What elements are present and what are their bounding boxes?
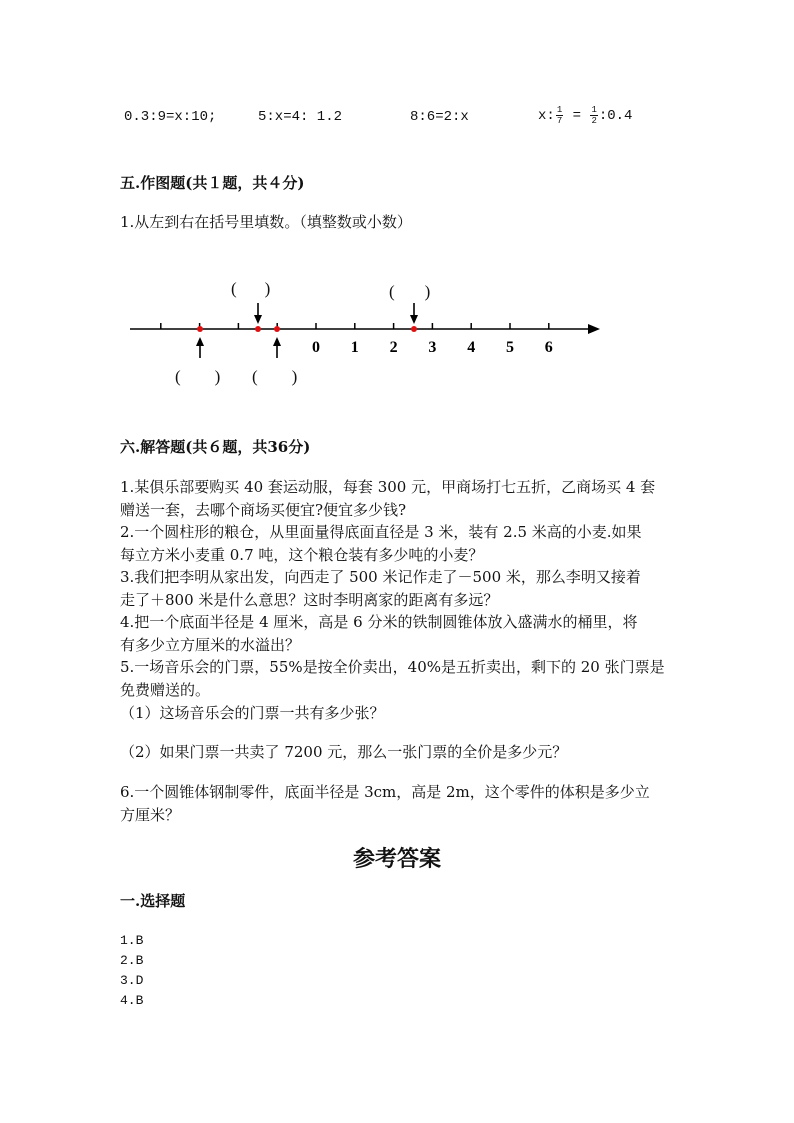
equation-2: 5:x=4: 1.2 — [258, 109, 343, 125]
paren-close: ) — [264, 279, 271, 298]
fraction-1-denominator: 7 — [556, 116, 563, 126]
question-line: 免费赠送的。 — [120, 680, 211, 699]
question-line: 有多少立方厘米的水溢出？ — [120, 635, 301, 654]
equation-3: 8:6=2:x — [410, 109, 469, 125]
number-line-arrowhead — [588, 324, 600, 334]
paren-open: ( — [231, 279, 237, 298]
number-line-label: 3 — [428, 339, 437, 356]
blank-paren-bottom-left[interactable] — [175, 367, 220, 387]
sub-question-1: （1）这场音乐会的门票一共有多少张？ — [120, 704, 385, 722]
section-6-questions — [120, 476, 665, 701]
section-5-question-1: 1.从左到右在括号里填数。（填整数或小数） — [120, 213, 412, 231]
arrow-up-a — [196, 337, 204, 358]
point-a-dot — [197, 326, 203, 332]
number-line-figure — [0, 0, 794, 420]
equation-1: 0.3:9=x:10; — [124, 109, 217, 125]
blank-paren-top-left[interactable] — [231, 279, 270, 299]
number-line-labels — [312, 339, 553, 356]
number-line-label: 1 — [350, 339, 359, 356]
answer-list — [120, 931, 143, 1011]
point-d-dot — [411, 326, 417, 332]
paren-close: ) — [214, 367, 221, 386]
answer-item: 3.D — [120, 973, 144, 988]
equation-4-equals: = — [564, 108, 590, 125]
question-6-line-1: 6.一个圆锥体钢制零件，底面半径是 3cm，高是 2m，这个零件的体积是多少立 — [120, 783, 650, 801]
paren-close: ) — [424, 282, 431, 301]
answer-item: 4.B — [120, 993, 144, 1008]
equation-4-prefix: x: — [538, 108, 555, 125]
question-6 — [120, 781, 650, 826]
fraction-1-numerator: 1 — [556, 105, 563, 115]
number-line-label: 6 — [544, 339, 553, 356]
arrow-down-d — [410, 303, 418, 324]
number-line-ticks — [161, 323, 549, 329]
question-line: 每立方米小麦重 0.7 吨，这个粮仓装有多少吨的小麦？ — [120, 545, 484, 564]
number-line-label: 4 — [467, 339, 476, 356]
question-line: 1.某俱乐部要购买 40 套运动服，每套 300 元，甲商场打七五折，乙商场买 4 套 — [120, 478, 656, 496]
arrow-down-b — [254, 303, 262, 324]
fraction-2-denominator: 2 — [591, 116, 597, 126]
point-b-dot — [255, 326, 261, 332]
answer-item: 1.B — [120, 933, 144, 948]
section-6-heading: 六.解答题(共６题，共36分) — [120, 438, 311, 456]
paren-open: ( — [175, 367, 181, 386]
question-line: 3.我们把李明从家出发，向西走了 500 米记作走了－500 米，那么李明又接着 — [120, 568, 641, 586]
section-5-heading: 五.作图题(共１题，共４分) — [120, 174, 305, 192]
question-6-line-2: 方厘米？ — [120, 805, 181, 824]
number-line-label: 0 — [312, 339, 320, 356]
question-line: 2.一个圆柱形的粮仓，从里面量得底面直径是 3 米，装有 2.5 米高的小麦.如果 — [120, 523, 642, 541]
sub-question-2: （2）如果门票一共卖了 7200 元，那么一张门票的全价是多少元？ — [120, 743, 568, 761]
fraction-2-numerator: 1 — [591, 105, 597, 115]
arrow-up-c — [273, 337, 281, 358]
question-line: 5.一场音乐会的门票，55%是按全价卖出，40%是五折卖出，剩下的 20 张门票是 — [120, 658, 665, 676]
blank-paren-bottom-right[interactable] — [252, 367, 297, 387]
point-c-dot — [274, 326, 280, 332]
answer-title: 参考答案 — [352, 846, 441, 872]
paren-open: ( — [252, 367, 258, 386]
paren-close: ) — [291, 367, 298, 386]
question-line: 赠送一套，去哪个商场买便宜?便宜多少钱? — [120, 500, 407, 519]
number-line-label: 5 — [506, 339, 514, 356]
answer-item: 2.B — [120, 953, 144, 968]
blank-paren-top-right[interactable] — [389, 282, 430, 302]
number-line-label: 2 — [389, 339, 398, 356]
equation-4-suffix: :0.4 — [598, 108, 633, 125]
paren-open: ( — [389, 282, 395, 301]
answers-heading: 一.选择题 — [120, 892, 186, 910]
question-line: 走了＋800 米是什么意思？这时李明离家的距离有多远？ — [120, 590, 499, 609]
question-line: 4.把一个底面半径是 4 厘米，高是 6 分米的铁制圆锥体放入盛满水的桶里，将 — [120, 613, 638, 631]
